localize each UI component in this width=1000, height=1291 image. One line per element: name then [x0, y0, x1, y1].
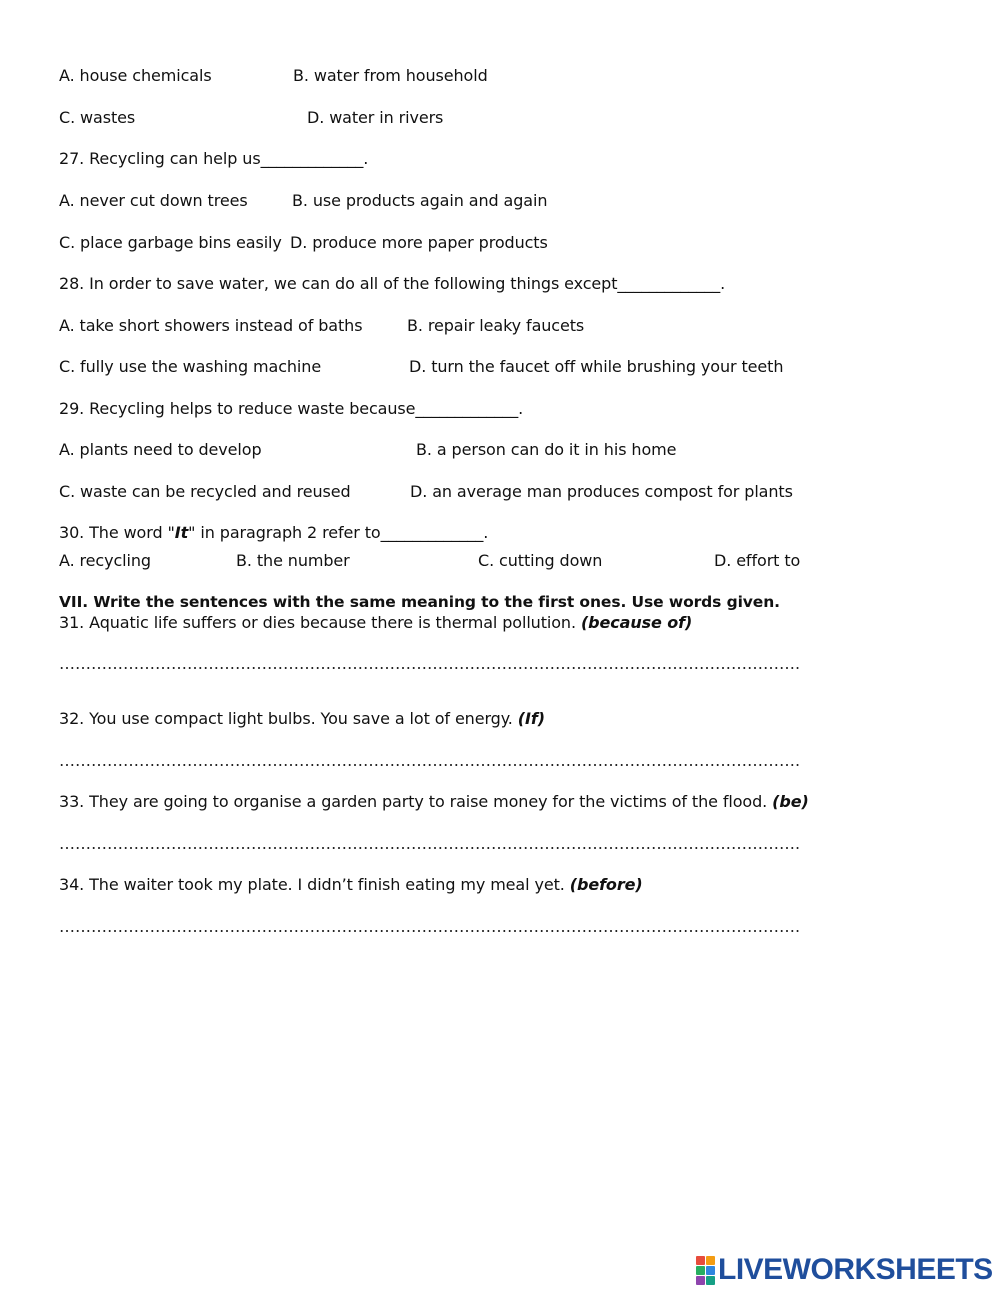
logo-block	[706, 1256, 715, 1265]
q29-option-c: C. waste can be recycled and reused	[59, 482, 351, 501]
q30-question-suffix: " in paragraph 2 refer to_____________.	[188, 523, 489, 542]
q30-option-a: A. recycling	[59, 551, 151, 570]
q32-sentence	[59, 709, 545, 728]
q30-option-d: D. effort to	[714, 551, 801, 570]
logo-block	[696, 1256, 705, 1265]
q30-question-word: It	[174, 523, 189, 542]
section-vii-title: VII. Write the sentences with the same meaning to the first ones. Use words given.	[59, 593, 780, 611]
q29-option-d: D. an average man produces compost for plants	[410, 482, 793, 501]
q33-sentence	[59, 792, 809, 811]
q30-option-c: C. cutting down	[478, 551, 603, 570]
q34-hint: (before)	[569, 875, 643, 894]
q28-option-a: A. take short showers instead of baths	[59, 316, 363, 335]
q33-text: 33. They are going to organise a garden party to raise money for the victims of the flood.	[59, 792, 768, 811]
q31-answer-line[interactable]: ………………………………………………………………………………………………………………………….	[59, 654, 801, 673]
logo-blocks-icon	[696, 1256, 715, 1285]
q26-option-a: A. house chemicals	[59, 66, 212, 85]
q29-option-a: A. plants need to develop	[59, 440, 262, 459]
q33-hint: (be)	[772, 792, 809, 811]
q26-option-b: B. water from household	[293, 66, 488, 85]
q30-option-b: B. the number	[236, 551, 350, 570]
q34-sentence	[59, 875, 643, 894]
q28-option-d: D. turn the faucet off while brushing your teeth	[409, 357, 784, 376]
q31-text: 31. Aquatic life suffers or dies because there is thermal pollution.	[59, 613, 576, 632]
logo-text: LIVEWORKSHEETS	[718, 1253, 993, 1286]
q31-sentence	[59, 613, 692, 632]
q32-text: 32. You use compact light bulbs. You save a lot of energy.	[59, 709, 513, 728]
q29-question: 29. Recycling helps to reduce waste because_____________.	[59, 399, 524, 418]
q30-question	[59, 523, 488, 542]
q34-text: 34. The waiter took my plate. I didn’t finish eating my meal yet.	[59, 875, 565, 894]
liveworksheets-logo	[696, 1255, 993, 1285]
q32-answer-line[interactable]: ………………………………………………………………………………………………………………………….	[59, 751, 801, 770]
q33-answer-line[interactable]: ………………………………………………………………………………………………………………………….	[59, 834, 801, 853]
logo-block	[706, 1276, 715, 1285]
logo-block	[696, 1276, 705, 1285]
q31-hint: (because of)	[580, 613, 693, 632]
q34-answer-line[interactable]: ………………………………………………………………………………………………………………………….	[59, 917, 801, 936]
q26-option-c: C. wastes	[59, 108, 136, 127]
q27-option-b: B. use products again and again	[292, 191, 548, 210]
q27-option-a: A. never cut down trees	[59, 191, 248, 210]
q28-question: 28. In order to save water, we can do all of the following things except_____________.	[59, 274, 726, 293]
logo-block	[696, 1266, 705, 1275]
q29-option-b: B. a person can do it in his home	[416, 440, 677, 459]
q27-question: 27. Recycling can help us_____________.	[59, 149, 369, 168]
q26-option-d: D. water in rivers	[307, 108, 444, 127]
q27-option-d: D. produce more paper products	[290, 233, 548, 252]
q32-hint: (If)	[517, 709, 545, 728]
logo-block	[706, 1266, 715, 1275]
q27-option-c: C. place garbage bins easily	[59, 233, 282, 252]
q28-option-c: C. fully use the washing machine	[59, 357, 322, 376]
q30-question-prefix: 30. The word "	[59, 523, 175, 542]
q28-option-b: B. repair leaky faucets	[407, 316, 585, 335]
